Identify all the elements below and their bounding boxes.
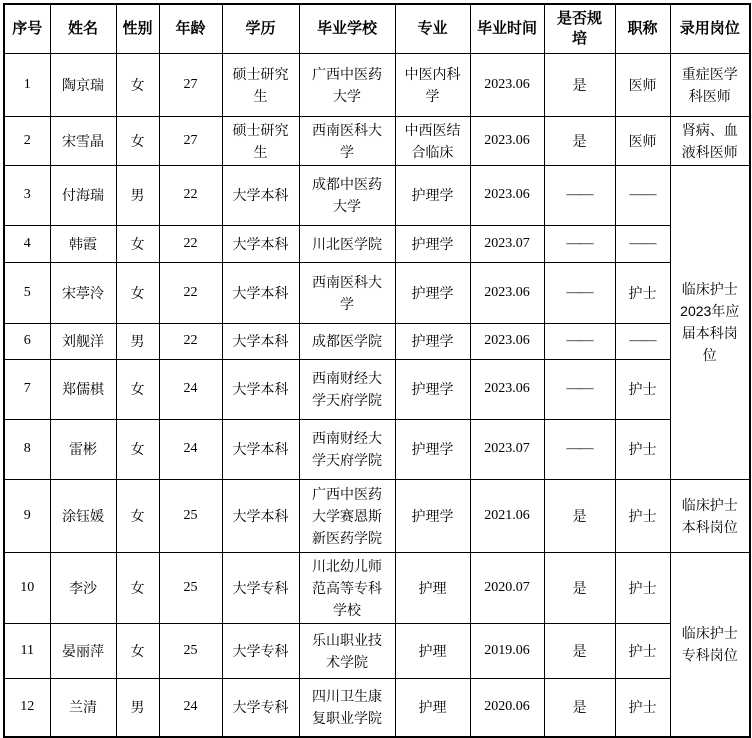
col-header-name: 姓名 xyxy=(50,4,116,53)
table-row xyxy=(4,419,750,479)
cell-grad-time: 2023.06 xyxy=(470,165,544,225)
cell-name: 付海瑞 xyxy=(50,165,116,225)
cell-grad-time: 2020.07 xyxy=(470,552,544,623)
cell-education: 硕士研究生 xyxy=(222,116,299,165)
cell-major: 护理学 xyxy=(395,165,470,225)
cell-name: 陶京瑞 xyxy=(50,53,116,116)
cell-school: 广西中医药大学赛恩斯新医药学院 xyxy=(299,479,395,552)
cell-gender: 女 xyxy=(116,262,159,323)
col-header-training: 是否规培 xyxy=(544,4,615,53)
cell-education: 大学本科 xyxy=(222,419,299,479)
cell-school: 西南医科大学 xyxy=(299,116,395,165)
cell-major: 护理学 xyxy=(395,262,470,323)
cell-title: —— xyxy=(615,323,670,359)
cell-major: 护理学 xyxy=(395,359,470,419)
cell-training: 是 xyxy=(544,678,615,737)
cell-title: 护士 xyxy=(615,262,670,323)
cell-age: 22 xyxy=(159,323,222,359)
table-row xyxy=(4,323,750,359)
cell-age: 27 xyxy=(159,53,222,116)
cell-seq: 10 xyxy=(4,552,50,623)
cell-age: 25 xyxy=(159,552,222,623)
cell-name: 宋葶泠 xyxy=(50,262,116,323)
cell-age: 25 xyxy=(159,623,222,678)
cell-grad-time: 2021.06 xyxy=(470,479,544,552)
table-row xyxy=(4,165,750,225)
cell-training: 是 xyxy=(544,53,615,116)
cell-school: 西南财经大学天府学院 xyxy=(299,419,395,479)
cell-major: 护理 xyxy=(395,623,470,678)
cell-grad-time: 2019.06 xyxy=(470,623,544,678)
table-row xyxy=(4,479,750,552)
cell-training: —— xyxy=(544,225,615,262)
cell-gender: 男 xyxy=(116,165,159,225)
cell-gender: 男 xyxy=(116,323,159,359)
cell-grad-time: 2023.07 xyxy=(470,419,544,479)
cell-training: 是 xyxy=(544,623,615,678)
cell-grad-time: 2020.06 xyxy=(470,678,544,737)
cell-name: 兰清 xyxy=(50,678,116,737)
cell-name: 李沙 xyxy=(50,552,116,623)
cell-education: 硕士研究生 xyxy=(222,53,299,116)
col-header-education: 学历 xyxy=(222,4,299,53)
cell-title: 护士 xyxy=(615,623,670,678)
cell-title: 护士 xyxy=(615,419,670,479)
cell-school: 广西中医药大学 xyxy=(299,53,395,116)
table-header-row xyxy=(4,4,750,53)
cell-education: 大学专科 xyxy=(222,623,299,678)
cell-major: 护理 xyxy=(395,678,470,737)
cell-school: 四川卫生康复职业学院 xyxy=(299,678,395,737)
cell-training: —— xyxy=(544,262,615,323)
table-row xyxy=(4,552,750,623)
cell-title: 医师 xyxy=(615,53,670,116)
cell-education: 大学本科 xyxy=(222,479,299,552)
cell-major: 护理学 xyxy=(395,323,470,359)
cell-title: —— xyxy=(615,165,670,225)
cell-title: 护士 xyxy=(615,552,670,623)
cell-training: 是 xyxy=(544,479,615,552)
cell-age: 25 xyxy=(159,479,222,552)
cell-education: 大学本科 xyxy=(222,165,299,225)
cell-position: 肾病、血液科医师 xyxy=(670,116,750,165)
cell-seq: 3 xyxy=(4,165,50,225)
cell-seq: 6 xyxy=(4,323,50,359)
cell-name: 宋雪晶 xyxy=(50,116,116,165)
cell-name: 晏丽萍 xyxy=(50,623,116,678)
cell-seq: 1 xyxy=(4,53,50,116)
cell-major: 护理学 xyxy=(395,225,470,262)
cell-gender: 女 xyxy=(116,623,159,678)
cell-seq: 9 xyxy=(4,479,50,552)
table-row xyxy=(4,225,750,262)
cell-training: 是 xyxy=(544,116,615,165)
cell-grad-time: 2023.06 xyxy=(470,262,544,323)
col-header-position: 录用岗位 xyxy=(670,4,750,53)
cell-education: 大学本科 xyxy=(222,323,299,359)
cell-seq: 12 xyxy=(4,678,50,737)
col-header-seq: 序号 xyxy=(4,4,50,53)
cell-position: 重症医学科医师 xyxy=(670,53,750,116)
cell-gender: 男 xyxy=(116,678,159,737)
col-header-age: 年龄 xyxy=(159,4,222,53)
cell-gender: 女 xyxy=(116,116,159,165)
cell-school: 川北医学院 xyxy=(299,225,395,262)
cell-gender: 女 xyxy=(116,479,159,552)
cell-grad-time: 2023.06 xyxy=(470,323,544,359)
cell-education: 大学专科 xyxy=(222,678,299,737)
table-row xyxy=(4,359,750,419)
table-row xyxy=(4,678,750,737)
table-row xyxy=(4,53,750,116)
cell-age: 22 xyxy=(159,165,222,225)
cell-training: —— xyxy=(544,165,615,225)
table-row xyxy=(4,116,750,165)
cell-title: 护士 xyxy=(615,479,670,552)
cell-major: 护理学 xyxy=(395,479,470,552)
cell-gender: 女 xyxy=(116,552,159,623)
cell-grad-time: 2023.07 xyxy=(470,225,544,262)
cell-title: 护士 xyxy=(615,359,670,419)
cell-major: 护理学 xyxy=(395,419,470,479)
cell-seq: 2 xyxy=(4,116,50,165)
cell-training: —— xyxy=(544,419,615,479)
cell-title: 医师 xyxy=(615,116,670,165)
cell-age: 24 xyxy=(159,419,222,479)
cell-age: 24 xyxy=(159,359,222,419)
col-header-school: 毕业学校 xyxy=(299,4,395,53)
cell-education: 大学本科 xyxy=(222,359,299,419)
cell-education: 大学本科 xyxy=(222,262,299,323)
cell-gender: 女 xyxy=(116,419,159,479)
cell-title: —— xyxy=(615,225,670,262)
cell-grad-time: 2023.06 xyxy=(470,116,544,165)
cell-title: 护士 xyxy=(615,678,670,737)
cell-training: 是 xyxy=(544,552,615,623)
cell-gender: 女 xyxy=(116,53,159,116)
cell-seq: 4 xyxy=(4,225,50,262)
cell-gender: 女 xyxy=(116,359,159,419)
cell-education: 大学专科 xyxy=(222,552,299,623)
cell-major: 中西医结合临床 xyxy=(395,116,470,165)
cell-school: 川北幼儿师范高等专科学校 xyxy=(299,552,395,623)
cell-name: 雷彬 xyxy=(50,419,116,479)
cell-grad-time: 2023.06 xyxy=(470,359,544,419)
cell-training: —— xyxy=(544,323,615,359)
cell-gender: 女 xyxy=(116,225,159,262)
cell-training: —— xyxy=(544,359,615,419)
col-header-title: 职称 xyxy=(615,4,670,53)
cell-school: 西南医科大学 xyxy=(299,262,395,323)
cell-position: 临床护士本科岗位 xyxy=(670,479,750,552)
col-header-grad-time: 毕业时间 xyxy=(470,4,544,53)
cell-school: 西南财经大学天府学院 xyxy=(299,359,395,419)
cell-school: 成都中医药大学 xyxy=(299,165,395,225)
cell-seq: 11 xyxy=(4,623,50,678)
cell-name: 刘舰洋 xyxy=(50,323,116,359)
cell-age: 24 xyxy=(159,678,222,737)
col-header-gender: 性别 xyxy=(116,4,159,53)
cell-school: 乐山职业技术学院 xyxy=(299,623,395,678)
table-row xyxy=(4,262,750,323)
cell-age: 22 xyxy=(159,225,222,262)
cell-major: 护理 xyxy=(395,552,470,623)
cell-grad-time: 2023.06 xyxy=(470,53,544,116)
cell-name: 涂钰媛 xyxy=(50,479,116,552)
cell-seq: 5 xyxy=(4,262,50,323)
cell-position-merged: 临床护士专科岗位 xyxy=(670,552,750,737)
cell-age: 27 xyxy=(159,116,222,165)
col-header-major: 专业 xyxy=(395,4,470,53)
cell-name: 郑儒棋 xyxy=(50,359,116,419)
cell-position-merged: 临床护士2023年应届本科岗位 xyxy=(670,165,750,479)
cell-name: 韩霞 xyxy=(50,225,116,262)
cell-seq: 7 xyxy=(4,359,50,419)
cell-major: 中医内科学 xyxy=(395,53,470,116)
cell-school: 成都医学院 xyxy=(299,323,395,359)
cell-seq: 8 xyxy=(4,419,50,479)
cell-education: 大学本科 xyxy=(222,225,299,262)
table-row xyxy=(4,623,750,678)
cell-age: 22 xyxy=(159,262,222,323)
recruitment-table xyxy=(3,3,751,738)
